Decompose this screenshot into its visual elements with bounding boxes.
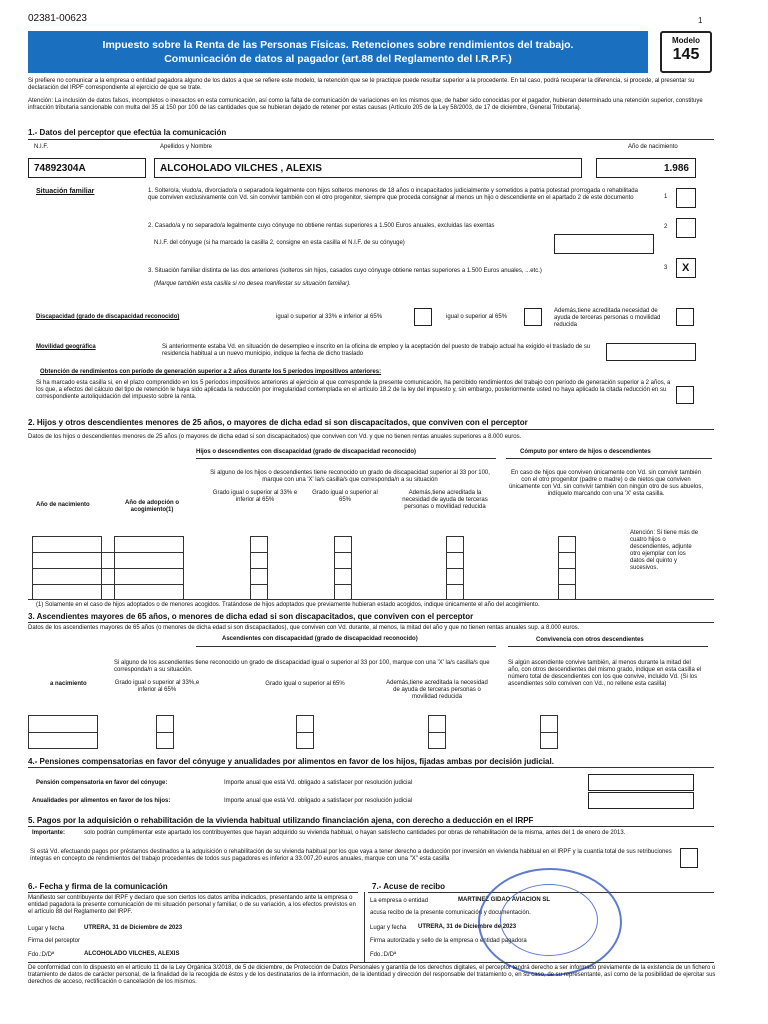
nif-label: N.I.F. — [34, 144, 49, 150]
situacion-checkbox-1[interactable] — [676, 188, 696, 208]
pension-text: Importe anual que está Vd. obligado a satisfacer por resolución judicial — [224, 780, 413, 786]
box3-number: 3 — [664, 265, 668, 271]
disc-option1-label: igual o superior al 33% e inferior al 65% — [276, 314, 383, 320]
anualidades-text: Importe anual que está Vd. obligado a satisfacer por resolución judicial — [224, 798, 413, 804]
section3-disc-header: Ascendientes con discapacidad (grado de discapacidad reconocido) — [222, 636, 418, 642]
section7-empresa-label: La empresa o entidad — [370, 898, 429, 904]
conyuge-nif-label: N.I.F. del cónyuge (si ha marcado la casilla 2, consigne en esta casilla el N.I.F. de su cónyuge) — [154, 240, 405, 246]
birth-year-value: 1.986 — [663, 163, 689, 174]
obtencion-checkbox[interactable] — [676, 386, 694, 404]
section6-fdo-label: Fdo.:D/Dª — [28, 952, 55, 958]
section3-col-birth: a nacimiento — [50, 681, 87, 687]
anualidades-label: Anualidades por alimentos en favor de los hijos: — [32, 798, 171, 804]
modelo-label: Modelo — [672, 36, 700, 45]
importante-text: solo podrán cumplimentar este apartado los contribuyentes que hayan adquirido su vivienda habitual, o hayan satisfecho cantidades por obras de rehabilitación de la misma, antes del 1 de enero de 2013. — [84, 830, 626, 836]
disc-checkbox-3[interactable] — [676, 308, 694, 326]
nif-field[interactable] — [28, 158, 146, 178]
nif-value: 74892304A — [34, 163, 86, 174]
conyuge-nif-field[interactable] — [554, 234, 654, 254]
section3-col-disc3: Además,tiene acreditada la necesidad de ayuda de terceras personas o movilidad reducida — [386, 680, 488, 700]
section2-col-adopcion: Año de adopción o acogimiento(1) — [125, 500, 179, 513]
section3-conv-desc: Si algún ascendiente convive también, al menos durante la mitad del año, con otros descendientes del mismo grado, indique en esta casilla el número total de descendientes con los que convive, incluido Vd. (Si los ascendientes sólo conviven con Vd., no rellene esta casilla) — [508, 660, 702, 687]
pension-amount-field[interactable] — [588, 774, 694, 791]
section3-col-disc2: Grado igual o superior al 65% — [265, 681, 345, 687]
section3-conv-header: Convivencia con otros descendientes — [536, 637, 644, 643]
section2-col-disc3: Además,tiene acreditada la necesidad de ayuda de terceras personas o movilidad reducida — [402, 490, 488, 510]
section7-lugar-label: Lugar y fecha — [370, 925, 407, 931]
discapacidad-label: Discapacidad (grado de discapacidad reconocido) — [36, 314, 180, 320]
section7-lugar-value: UTRERA, 31 de Diciembre de 2023 — [418, 924, 517, 930]
header-title-band — [28, 31, 648, 73]
section2-col-disc2: Grado igual o superior al 65% — [312, 490, 378, 503]
pension-label: Pensión compensatoria en favor del cónyuge: — [36, 780, 168, 786]
situacion-option3-note: (Marque también esta casilla si no desea manifestar su situación familiar). — [154, 281, 351, 287]
disc-checkbox-1[interactable] — [414, 308, 432, 326]
section5-title: 5. Pagos por la adquisición o rehabilitación de la vivienda habitual utilizando financiación ajena, con derecho a deducción en el IRPF — [28, 816, 534, 825]
section2-footnote: (1) Solamente en el caso de hijos adoptados o de menores acogidos. Tratándose de hijos adoptados que previamente hubieran estado acogidos, indique únicamente el año del acogimiento. — [36, 602, 540, 608]
section5-text: Si está Vd. efectuando pagos por préstamos destinados a la adquisición o rehabilitación de su vivienda habitual por los que vaya a tener derecho a deducción por inversión en vivienda habitual en el IRPF y la cuantía total de sus retribuciones íntegras en concepto de rendimientos del trabajo procedentes de todos sus pagadores es inferior a 33.007,20 euros anuales, marque con una "X" esta casilla — [30, 849, 672, 862]
section4-title: 4.- Pensiones compensatorias en favor del cónyuge y anualidades por alimentos en favor de los hijos, fijadas ambas por decisión judicial. — [28, 757, 554, 766]
birth-year-label: Año de nacimiento — [628, 144, 678, 150]
section2-computo-desc: En caso de hijos que conviven únicamente con Vd. sin convivir también con el otro progenitor (padre o madre) o de nietos que conviven únicamente con Vd. sin convivir también con ningún otro de sus abuelos, indíquelo marcando con una 'X' esta casilla. — [508, 470, 704, 497]
situacion-option3: 3. Situación familiar distinta de las dos anteriores (solteros sin hijos, casados cuyo cónyuge obtiene rentas superiores a 1.500 Euros anuales, ...etc.) — [148, 268, 542, 274]
page-number: 1 — [698, 16, 703, 25]
disc-option3-label: Además,tiene acreditada necesidad de ayuda de terceras personas o movilidad reducida — [554, 308, 661, 328]
box1-number: 1 — [664, 194, 668, 200]
disc-option2-label: igual o superior al 65% — [446, 314, 508, 320]
movilidad-date-field[interactable] — [606, 343, 696, 361]
movilidad-label: Movilidad geográfica — [36, 344, 96, 350]
section6-fdo-value: ALCOHOLADO VILCHES, ALEXIS — [84, 951, 180, 957]
section6-title: 6.- Fecha y firma de la comunicación — [28, 882, 168, 891]
situacion-checkbox-3[interactable] — [676, 258, 696, 278]
section6-text: Manifiesto ser contribuyente del IRPF y declaro que son ciertos los datos arriba indicados, presentando ante la empresa o entidad pagadora la presente comunicación de mi situación personal y familiar, o de su variación, a los efectos previstos en el artículo 88 del Reglamento del IRPF. — [28, 895, 356, 915]
section2-col-birth: Año de nacimiento — [36, 502, 90, 508]
section2-atencion: Atención: Si tiene más de cuatro hijos o descendientes, adjunte otro ejemplar con los datos del quinto y sucesivos. — [630, 530, 699, 571]
section2-col-disc1: Grado igual o superior al 33% e inferior al 65% — [212, 490, 298, 503]
footer-legal-text: De conformidad con lo dispuesto en el artículo 11 de la Ley Orgánica 3/2018, de 5 de diciembre, de Protección de Datos Personales y garantía de los derechos digitales, el perceptor tendrá derecho a ser informado previamente de la existencia de un fichero o tratamiento de datos de carácter personal, de la finalidad de la recogida de éstos y de los destinatarios de la información, de la identidad y dirección del responsable del tratamiento o, en su caso, de su representante, así como de la posibilidad de ejercitar sus derechos de acceso, rectificación o cancelación de los mismos. — [28, 965, 716, 985]
section2-disc-header: Hijos o descendientes con discapacidad (grado de discapacidad reconocido) — [196, 449, 417, 455]
document-code: 02381-00623 — [28, 13, 87, 24]
section7-title: 7.- Acuse de recibo — [372, 882, 446, 891]
disc-checkbox-2[interactable] — [524, 308, 542, 326]
situacion-option2: 2. Casado/a y no separado/a legalmente cuyo cónyuge no obtiene rentas superiores a 1.500 Euros anuales, excluidas las exentas — [148, 223, 495, 229]
header-title-line2: Comunicación de datos al pagador (art.88 del Reglamento del I.R.P.F.) — [164, 53, 512, 65]
section1-title: 1.- Datos del perceptor que efectúa la comunicación — [28, 128, 227, 137]
section7-fdo-label: Fdo.:D/Dª — [370, 952, 397, 958]
section6-lugar-value: UTRERA, 31 de Diciembre de 2023 — [84, 925, 183, 931]
section2-title: 2. Hijos y otros descendientes menores de 25 años, o mayores de dicha edad si son discapacitados, que conviven con el perceptor — [28, 418, 528, 427]
anualidades-amount-field[interactable] — [588, 792, 694, 809]
obtencion-label: Obtención de rendimientos con período de generación superior a 2 años durante los 5 períodos impositivos anteriores: — [40, 369, 382, 375]
section2-disc-desc: Si alguno de los hijos o descendientes tiene reconocido un grado de discapacidad superior al 33 por 100, marque con una 'X' la/s casilla/s que corresponda/n a su situación — [210, 470, 490, 483]
section3-disc-desc: Si alguno de los ascendientes tiene reconocido un grado de discapacidad igual o superior al 33 por 100, marque con una 'X' la/s casilla/s que corresponda/n a su situación. — [114, 660, 490, 673]
birth-year-field[interactable] — [596, 158, 696, 178]
situacion-label: Situación familiar — [36, 188, 95, 195]
modelo-box — [660, 31, 712, 73]
intro-note: Si prefiere no comunicar a la empresa o entidad pagadora alguno de los datos a que se refiere este modelo, la retención que se le practique puede resultar superior a la procedente. En tal caso, podrá recuperar la diferencia, si procede, al presentar su declaración del IRPF correspondiente al ejercicio de que se trate. — [28, 78, 695, 91]
situacion-checkbox-3-mark: X — [682, 262, 690, 274]
name-value: ALCOHOLADO VILCHES , ALEXIS — [160, 163, 322, 174]
section7-acusa: acusa recibo de la presente comunicación y documentación. — [370, 910, 531, 916]
section3-intro: Datos de los ascendientes mayores de 65 años (o menores de dicha edad si son discapacitados), que conviven con Vd. durante, al menos, la mitad del año y que no tienen rentas anuales sup. a 8.000 euros. — [28, 625, 580, 631]
section6-firma-label: Firma del perceptor — [28, 938, 81, 944]
name-field[interactable] — [154, 158, 582, 178]
obtencion-text: Si ha marcado esta casilla si, en el plazo comprendido en los 5 períodos impositivos anteriores al ejercicio al que corresponde la presente comunicación, ha percibido rendimientos del trabajo con período de generación superior a 2 años, a los que, a efectos del cálculo del tipo de retención le haya sido aplicada la reducción por irregularidad contemplada en el artículo 18.2 de la ley del impuesto y, sin embargo, posteriormente usted no haya aplicado la citada reducción en su correspondiente autoliquidación del impuesto sobre la renta. — [36, 380, 671, 400]
situacion-checkbox-2[interactable] — [676, 218, 696, 238]
company-stamp-inner — [500, 884, 598, 956]
vivienda-checkbox[interactable] — [680, 848, 698, 868]
header-title-line1: Impuesto sobre la Renta de las Personas Físicas. Retenciones sobre rendimientos del trabajo. — [102, 39, 574, 51]
section3-col-disc1: Grado igual o superior al 33%,e inferior al 65% — [114, 680, 200, 693]
section2-computo-header: Cómputo por entero de hijos o descendientes — [520, 449, 651, 455]
movilidad-text: Si anteriormente estaba Vd. en situación de desempleo e inscrito en la oficina de empleo y la aceptación del puesto de trabajo actual ha exigido el traslado de su residencia habitual a un nuevo municipio, indique la fecha de dicho traslado — [162, 344, 591, 357]
importante-label: Importante: — [32, 830, 65, 836]
name-label: Apellidos y Nombre — [160, 144, 213, 150]
situacion-option1: 1. Soltero/a, viudo/a, divorciado/a o separado/a legalmente con hijos solteros menores de 18 años o incapacitados judicialmente y sometidos a patria potestad prorrogada o rehabilitada que conviven exclusivamente con Vd. sin convivir también con el otro progenitor, siempre que proceda consignar al menos un hijo o descendiente en el apartado 2 de este documento — [148, 188, 638, 201]
section2-intro: Datos de los hijos o descendientes menores de 25 años (o mayores de dicha edad si son discapacitados) que conviven con Vd. y que no tienen rentas anuales superiores a 8.000 euros. — [28, 434, 522, 440]
section6-lugar-label: Lugar y fecha — [28, 926, 65, 932]
section7-empresa-value: MARTINEZ GIDAO AVIACION SL — [458, 897, 550, 903]
modelo-number: 145 — [672, 46, 700, 63]
section3-title: 3. Ascendientes mayores de 65 años, o menores de dicha edad si son discapacitados, que conviven con el perceptor — [28, 612, 474, 621]
intro-warning: Atención: La inclusión de datos falsos, incompletos o inexactos en esta comunicación, así como la falta de comunicación de variaciones en los mismos que, de haber sido conocidas por el pagador, hubieran determinado una retención superior, constituye infracción tributaria sancionable con multa del 35 al 150 por 100 de las cantidades que se hubieran dejado de retener por estas causas (Artículo 205 de la Ley 58/2003, de 17 de diciembre, General Tributaria). — [28, 98, 703, 111]
section7-firma-label: Firma autorizada y sello de la empresa o entidad pagadora — [370, 938, 527, 944]
box2-number: 2 — [664, 224, 668, 230]
